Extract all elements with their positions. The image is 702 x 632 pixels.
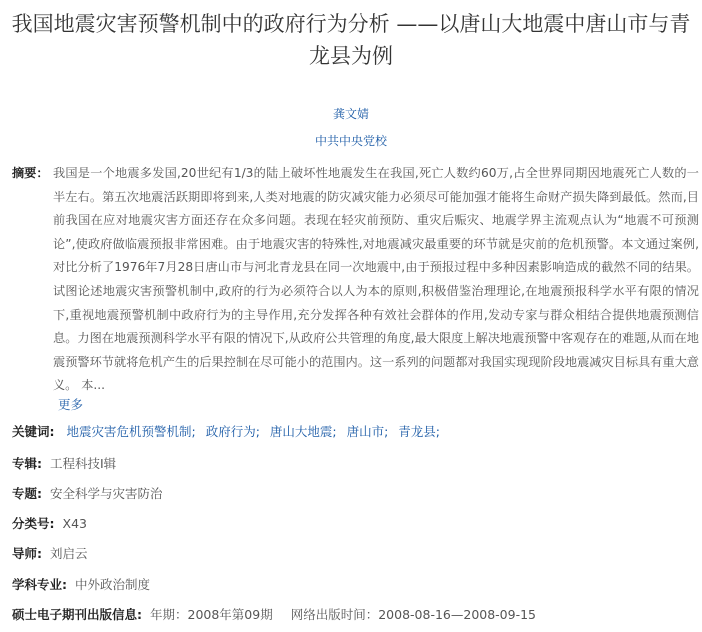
advisor-row bbox=[12, 545, 88, 563]
topic-row bbox=[12, 485, 163, 503]
topic-label: 专题: bbox=[12, 486, 42, 501]
advisor-value: 刘启云 bbox=[50, 546, 88, 561]
advisor-label: 导师: bbox=[12, 546, 42, 561]
discipline-value: 中外政治制度 bbox=[75, 577, 151, 592]
publication-row bbox=[12, 606, 536, 624]
publication-issue: 年期：2008年第09期 bbox=[150, 607, 273, 622]
series-label: 专辑: bbox=[12, 456, 42, 471]
classification-row bbox=[12, 515, 87, 533]
keyword-link[interactable]: 唐山市; bbox=[346, 424, 389, 439]
keywords-list bbox=[66, 424, 446, 439]
abstract-label: 摘要： bbox=[12, 166, 49, 180]
discipline-label: 学科专业: bbox=[12, 577, 67, 592]
publication-online-date: 网络出版时间：2008-08-16—2008-09-15 bbox=[290, 607, 537, 622]
classification-label: 分类号: bbox=[12, 516, 55, 531]
classification-value: X43 bbox=[62, 516, 87, 531]
page-title: 我国地震灾害预警机制中的政府行为分析 ——以唐山大地震中唐山市与青龙县为例 bbox=[11, 12, 691, 68]
keyword-link[interactable]: 政府行为; bbox=[205, 424, 260, 439]
abstract-text: 我国是一个地震多发国,20世纪有1/3的陆上破坏性地震发生在我国,死亡人数约60万,占全世界同期因地震死亡人数的一半左右。第五次地震活跃期即将到来,人类对地震的防灾减灾能力必须尽可能加强才能将生命财产损失降到最低。然而,目前我国在应对地震灾害方面还存在众多问题。表现在轻灾前预防、重灾后赈灾、地震学界主流观点认为“地震不可预测论”,使政府做临震预报非常困难。由于地震灾害的特殊性,对地震减灾最重要的环节就是灾前的危机预警。本文通过案例,对比分析了1976年7月28日唐山市与河北青龙县在同一次地震中,由于预报过程中多种因素影响造成的截然不同的结果。试图论述地震灾害预警机制中,政府的行为必须符合以人为本的原则,积极借鉴治理理论,在地震预报科学水平有限的情况下,重视地震预警机制中政府行为的主导作用,充分发挥各种有效社会群体的作用,发动专家与群众相结合提供地震预测信息。力图在地震预测科学水平有限的情况下,从政府公共管理的角度,最大限度上解决地震预警中客观存在的难题,从而在地震预警环节就将危机产生的后果控制在尽可能小的范围内。这一系列的问题都对我国实现现阶段地震减灾目标具有重大意义。 本... bbox=[53, 166, 699, 393]
keyword-link[interactable]: 唐山大地震; bbox=[269, 424, 337, 439]
author-link[interactable]: 龚文婧 bbox=[332, 107, 369, 121]
organization-link[interactable]: 中共中央党校 bbox=[314, 134, 387, 148]
keywords-label: 关键词: bbox=[12, 424, 55, 439]
keyword-link[interactable]: 地震灾害危机预警机制; bbox=[66, 424, 196, 439]
publication-label: 硕士电子期刊出版信息: bbox=[12, 607, 142, 622]
keywords-row bbox=[12, 423, 446, 441]
series-row bbox=[12, 455, 116, 473]
keyword-link[interactable]: 青龙县; bbox=[398, 424, 441, 439]
series-value: 工程科技Ⅰ辑 bbox=[50, 456, 117, 471]
discipline-row bbox=[12, 576, 150, 594]
topic-value: 安全科学与灾害防治 bbox=[50, 486, 163, 501]
more-link[interactable]: 更多 bbox=[58, 397, 84, 412]
